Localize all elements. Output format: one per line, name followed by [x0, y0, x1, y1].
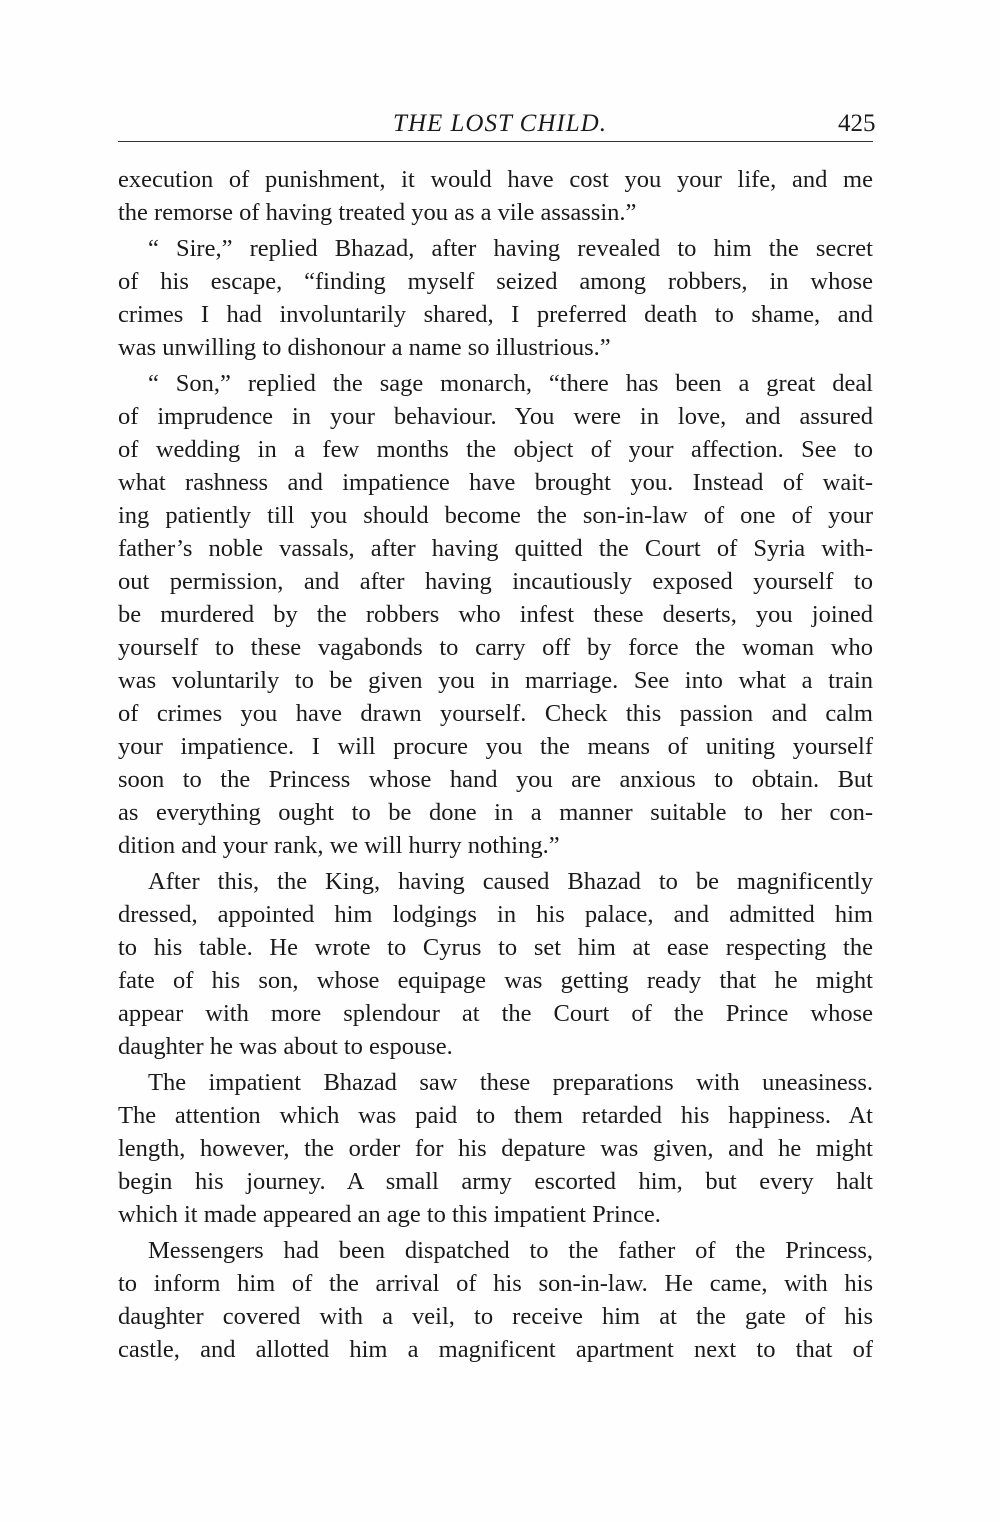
text-line: crimes I had involuntarily shared, I preferred death to shame, and — [118, 301, 873, 328]
text-line: execution of punishment, it would have cost you your life, and me — [118, 166, 873, 193]
text-line: The attention which was paid to them retarded his happiness. At — [118, 1102, 873, 1129]
text-line: appear with more splendour at the Court of the Prince whose — [118, 1000, 873, 1027]
body-text — [118, 163, 873, 1366]
text-line: which it made appeared an age to this impatient Prince. — [118, 1201, 661, 1228]
text-line: “ Son,” replied the sage monarch, “there has been a great deal — [148, 370, 873, 397]
text-line: begin his journey. A small army escorted him, but every halt — [118, 1168, 873, 1195]
text-line: was voluntarily to be given you in marriage. See into what a train — [118, 667, 873, 694]
text-line: After this, the King, having caused Bhazad to be magnificently — [148, 868, 873, 895]
text-line: father’s noble vassals, after having quitted the Court of Syria with- — [118, 535, 873, 562]
text-line: daughter he was about to espouse. — [118, 1033, 453, 1060]
text-line: soon to the Princess whose hand you are anxious to obtain. But — [118, 766, 873, 793]
text-line: what rashness and impatience have brought you. Instead of wait- — [118, 469, 873, 496]
text-line: the remorse of having treated you as a vile assassin.” — [118, 199, 637, 226]
text-line: “ Sire,” replied Bhazad, after having revealed to him the secret — [148, 235, 873, 262]
text-line: to his table. He wrote to Cyrus to set him at ease respecting the — [118, 934, 873, 961]
text-line: of crimes you have drawn yourself. Check this passion and calm — [118, 700, 873, 727]
text-line: dressed, appointed him lodgings in his palace, and admitted him — [118, 901, 873, 928]
text-line: of imprudence in your behaviour. You were in love, and assured — [118, 403, 873, 430]
text-line: The impatient Bhazad saw these preparations with uneasiness. — [148, 1069, 873, 1096]
text-line: to inform him of the arrival of his son-in-law. He came, with his — [118, 1270, 873, 1297]
text-line: daughter covered with a veil, to receive him at the gate of his — [118, 1303, 873, 1330]
text-line: ing patiently till you should become the son-in-law of one of your — [118, 502, 873, 529]
text-line: was unwilling to dishonour a name so illustrious.” — [118, 334, 611, 361]
text-line: as everything ought to be done in a manner suitable to her con- — [118, 799, 873, 826]
text-line: be murdered by the robbers who infest these deserts, you joined — [118, 601, 873, 628]
text-line: castle, and allotted him a magnificent apartment next to that of — [118, 1336, 873, 1363]
header-rule — [118, 141, 873, 142]
text-line: dition and your rank, we will hurry nothing.” — [118, 832, 560, 859]
text-line: fate of his son, whose equipage was getting ready that he might — [118, 967, 873, 994]
text-line: of his escape, “finding myself seized among robbers, in whose — [118, 268, 873, 295]
page-number: 425 — [838, 110, 876, 137]
text-line: length, however, the order for his depature was given, and he might — [118, 1135, 873, 1162]
running-head-title: THE LOST CHILD. — [393, 110, 607, 137]
text-line: out permission, and after having incautiously exposed yourself to — [118, 568, 873, 595]
text-line: yourself to these vagabonds to carry off by force the woman who — [118, 634, 873, 661]
text-line: Messengers had been dispatched to the father of the Princess, — [148, 1237, 873, 1264]
text-line: your impatience. I will procure you the means of uniting yourself — [118, 733, 873, 760]
text-line: of wedding in a few months the object of your affection. See to — [118, 436, 873, 463]
